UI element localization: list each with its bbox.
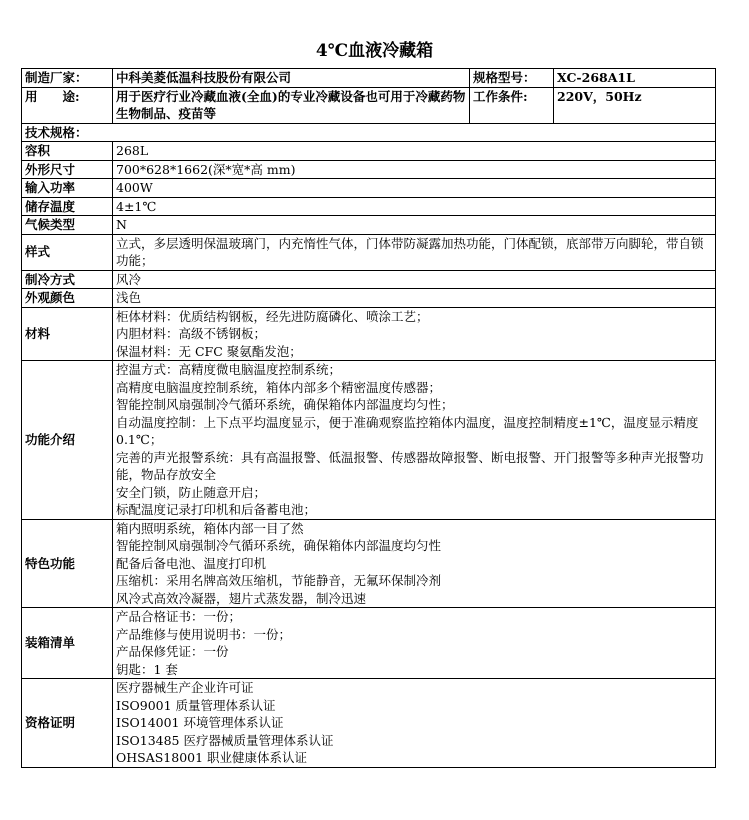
use-label: 用 途:: [22, 87, 113, 123]
function-line: 智能控制风扇强制冷气循环系统，确保箱体内部温度均匀性；: [116, 397, 454, 412]
feature-value: [113, 519, 716, 608]
spec-row: [22, 197, 716, 216]
function-line: 完善的声光报警系统：具有高温报警、低温报警、传感器故障报警、断电报警、开门报警等多种声光报警功能，物品存放安全: [116, 449, 704, 482]
cooling-value: 风冷: [113, 270, 716, 289]
feature-label: 特色功能: [22, 519, 113, 608]
function-line: 标配温度记录打印机和后备蓄电池；: [116, 502, 317, 517]
feature-line: 配备后备电池、温度打印机: [116, 555, 267, 571]
spec-heading-row: [22, 123, 716, 142]
color-value: 浅色: [113, 289, 716, 308]
spec-table: [21, 68, 716, 768]
cert-label: 资格证明: [22, 679, 113, 768]
material-line: 柜体材料：优质结构钢板，经先进防腐磷化、喷涂工艺；: [116, 308, 429, 324]
spec-row: [22, 179, 716, 198]
feature-line: 压缩机：采用名牌高效压缩机，节能静音，无氟环保制冷剂: [116, 573, 442, 588]
spec-value: 400W: [113, 179, 716, 198]
page-title: 4℃血液冷藏箱: [315, 41, 434, 61]
cert-line: OHSAS18001 职业健康体系认证: [116, 750, 308, 765]
spec-value: 4±1℃: [113, 197, 716, 216]
packing-row: [22, 608, 716, 679]
material-row: [22, 307, 716, 361]
cooling-label: 制冷方式: [22, 270, 113, 289]
spec-value: N: [113, 216, 716, 235]
material-value: [113, 307, 716, 361]
model-value: XC-268A1L: [554, 69, 716, 88]
color-row: [22, 289, 716, 308]
function-value: [113, 361, 716, 520]
function-line: 安全门锁，防止随意开启；: [116, 484, 267, 500]
cert-line: ISO9001 质量管理体系认证: [116, 697, 276, 713]
use-row: [22, 87, 716, 123]
cert-line: 医疗器械生产企业许可证: [116, 680, 254, 695]
use-value: 用于医疗行业冷藏血液(全血)的专业冷藏设备也可用于冷藏药物生物制品、疫苗等: [113, 87, 470, 123]
spec-row: [22, 142, 716, 161]
spec-label: 容积: [22, 142, 113, 161]
material-line: 内胆材料：高级不锈钢板；: [116, 326, 267, 341]
spec-row: [22, 160, 716, 179]
packing-line: 产品保修凭证：一份: [116, 644, 229, 659]
feature-line: 箱内照明系统，箱体内部一目了然: [116, 520, 304, 536]
spec-row: [22, 216, 716, 235]
spec-value: 268L: [113, 142, 716, 161]
function-line: 高精度电脑温度控制系统，箱体内部多个精密温度传感器；: [116, 379, 442, 395]
spec-label: 储存温度: [22, 197, 113, 216]
cooling-row: [22, 270, 716, 289]
packing-value: [113, 608, 716, 679]
function-line: 控温方式：高精度微电脑温度控制系统；: [116, 362, 342, 377]
cert-row: [22, 679, 716, 768]
spec-label: 输入功率: [22, 179, 113, 198]
spec-label: 外形尺寸: [22, 160, 113, 179]
packing-label: 装箱清单: [22, 608, 113, 679]
maker-value: 中科美菱低温科技股份有限公司: [113, 69, 470, 88]
cert-line: ISO13485 医疗器械质量管理体系认证: [116, 732, 334, 748]
packing-line: 产品合格证书：一份；: [116, 609, 242, 624]
condition-value: 220V，50Hz: [554, 87, 716, 123]
feature-row: [22, 519, 716, 608]
material-label: 材料: [22, 307, 113, 361]
condition-label: 工作条件:: [470, 87, 554, 123]
packing-line: 产品维修与使用说明书：一份；: [116, 626, 292, 642]
style-label: 样式: [22, 234, 113, 270]
maker-row: [22, 69, 716, 88]
spec-heading: 技术规格：: [22, 123, 716, 142]
feature-line: 风冷式高效冷凝器，翅片式蒸发器，制冷迅速: [116, 590, 367, 606]
maker-label: 制造厂家：: [22, 69, 113, 88]
function-line: 自动温度控制：上下点平均温度显示，便于准确观察监控箱体内温度，温度控制精度±1℃，温度显示精度 0.1℃；: [116, 414, 699, 447]
function-row: [22, 361, 716, 520]
spec-label: 气候类型: [22, 216, 113, 235]
feature-line: 智能控制风扇强制冷气循环系统，确保箱体内部温度均匀性: [116, 538, 442, 553]
spec-value: 700*628*1662(深*宽*高 mm): [113, 160, 716, 179]
material-line: 保温材料：无 CFC 聚氨酯发泡；: [116, 343, 302, 359]
style-value: 立式，多层透明保温玻璃门，内充惰性气体，门体带防凝露加热功能，门体配锁，底部带万向脚轮，带自锁功能；: [113, 234, 716, 270]
packing-line: 钥匙：1 套: [116, 661, 178, 677]
cert-line: ISO14001 环境管理体系认证: [116, 715, 284, 730]
style-row: [22, 234, 716, 270]
function-label: 功能介绍: [22, 361, 113, 520]
color-label: 外观颜色: [22, 289, 113, 308]
cert-value: [113, 679, 716, 768]
model-label: 规格型号：: [470, 69, 554, 88]
